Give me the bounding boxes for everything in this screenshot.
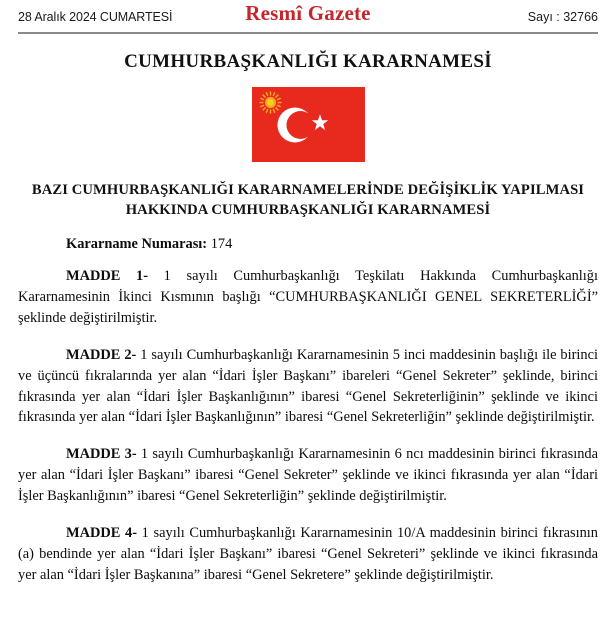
article-marker: MADDE 4- <box>66 524 138 541</box>
decree-number-label: Kararname Numarası: <box>66 236 208 253</box>
article-marker: MADDE 1- <box>66 268 149 285</box>
page-title: CUMHURBAŞKANLIĞI KARARNAMESİ <box>124 51 492 72</box>
document-subtitle-line-2: HAKKINDA CUMHURBAŞKANLIĞI KARARNAMESİ <box>125 202 491 219</box>
article-paragraph <box>18 523 598 586</box>
flag-container <box>0 87 616 162</box>
article-marker: MADDE 3- <box>66 446 137 463</box>
article-paragraph <box>18 266 598 329</box>
document-subtitle-line-1: BAZI CUMHURBAŞKANLIĞI KARARNAMELERİNDE DEĞİŞİKLİK YAPILMASI <box>31 182 585 198</box>
document-subtitle <box>24 180 592 220</box>
decree-number-value: 174 <box>210 236 233 253</box>
issue-number: Sayı : 32766 <box>527 9 598 24</box>
article-text: 1 sayılı Cumhurbaşkanlığı Kararnamesinin 10/A maddesinin birinci fıkrasının (a) bendinde yer alan “İdari İşler Başkanı” ibaresi “Genel Sekreteri” şeklinde ve ikinci fıkrasında yer alan “İdari İşler Başkanına” ibaresi “Genel Sekretere” şeklinde değiştirilmiştir. <box>18 524 598 583</box>
document-body <box>18 220 598 585</box>
article-paragraph <box>18 444 598 507</box>
article-text: 1 sayılı Cumhurbaşkanlığı Teşkilatı Hakkında Cumhurbaşkanlığı Kararnamesinin İkinci Kısmının başlığı “CUMHURBAŞKANLIĞI GENEL SEKRETERLİĞİ” şeklinde değiştirilmiştir. <box>18 268 598 326</box>
sun-icon <box>260 92 281 113</box>
article-marker: MADDE 2- <box>66 346 137 363</box>
masthead-divider <box>18 32 598 34</box>
masthead <box>0 0 616 30</box>
article-paragraph <box>18 345 598 429</box>
turkish-flag-icon <box>252 87 365 162</box>
article-text: 1 sayılı Cumhurbaşkanlığı Kararnamesinin 5 inci maddesinin başlığı ile birinci ve üçüncü fıkralarında yer alan “İdari İşler Başkanı” ibareleri “Genel Sekreter” şeklinde, birinci fıkrasında yer alan “İdari İşler Başkanlığının” ibaresi “Genel Sekreterliğinin” şeklinde ve ikinci fıkrasında yer alan “İdari İşler Başkanlığının” ibaresi “Genel Sekreterliğin” şeklinde değiştirilmiştir. <box>18 346 598 426</box>
publication-date: 28 Aralık 2024 CUMARTESİ <box>18 9 173 24</box>
gazette-title: Resmî Gazete <box>245 1 371 25</box>
article-text: 1 sayılı Cumhurbaşkanlığı Kararnamesinin 6 ncı maddesinin birinci fıkrasında yer alan “İdari İşler Başkanı” ibaresi “Genel Sekreter” şeklinde ve ikinci fıkrasında yer alan “İdari İşler Başkanlığının” ibaresi “Genel Sekreterliğin” şeklinde değiştirilmiştir. <box>18 446 599 504</box>
decree-number-line <box>66 234 598 255</box>
